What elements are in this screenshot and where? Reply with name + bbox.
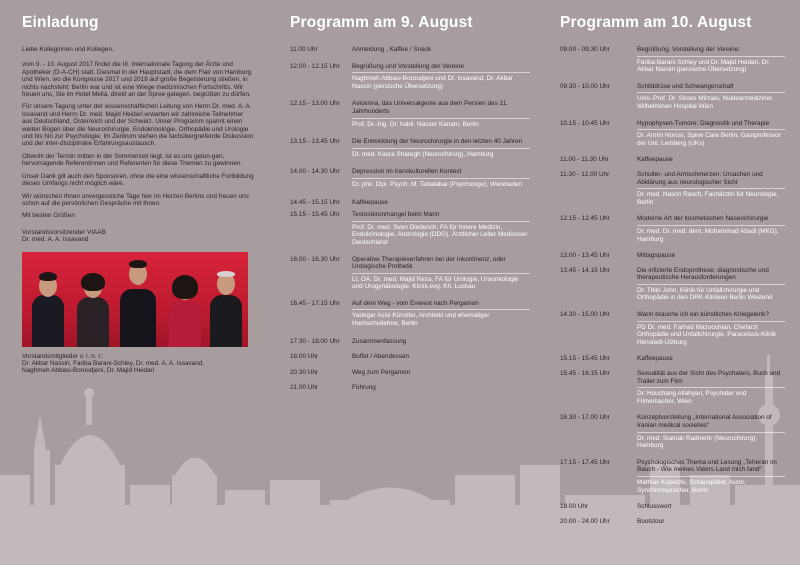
program-item	[290, 353, 530, 361]
separator	[637, 321, 785, 322]
program-day1-column	[290, 0, 530, 400]
separator	[352, 273, 530, 274]
program-item-title: Sexualität aus der Sicht des Psychaters, Buch und Trailer zum Film	[637, 370, 781, 385]
program-item-title: Weg zum Pergamon	[352, 368, 411, 376]
program-item-desc	[352, 211, 530, 246]
program-item	[290, 300, 530, 328]
separator	[637, 284, 785, 285]
paragraph: Wir wünschen Ihnen unvergessliche Tage hier im Herzen Berlins und freuen uns schon auf die persönlichen Gespräche mit Ihnen.	[22, 192, 249, 207]
program-item-time: 11.30 - 12.00 Uhr	[560, 170, 610, 178]
program-item-title: Schilddrüse und Schwangerschaft	[637, 82, 734, 90]
program-item-title: Anmeldung , Kaffee / Snack	[352, 46, 432, 53]
caption-line: Naghmeh Abbasi-Boroudjeni, Dr. Majid Heidari	[22, 367, 155, 375]
program-item	[560, 370, 785, 405]
program-item-time: 13.15 - 13.45 Uhr	[290, 138, 340, 146]
program-item-desc	[352, 384, 530, 392]
separator	[352, 178, 530, 179]
program-item-desc	[352, 256, 530, 291]
program-item-speaker: Dr. phil. Dipl. Psych. M. Tabatabai (Psychologe), Wiesbaden	[352, 180, 523, 188]
program-item-time: 17.30 - 18.00 Uhr	[290, 337, 340, 345]
separator	[352, 118, 530, 119]
program-item-time: 13.00 - 13.45 Uhr	[560, 252, 610, 260]
program-item-speaker: Lt. OA. Dr. med. Majid Reza, FA für Urologie, Uroonkologie und Urogynäkologie, Klinik,evg. Kh. Luckau	[352, 275, 519, 291]
program-item	[560, 267, 785, 302]
program-item	[290, 46, 530, 54]
program-item	[290, 211, 530, 246]
program-item-title: Hypophysen-Tumore: Diagnostik und Therapie	[637, 119, 770, 127]
program-item-time: 14.00 - 14.30 Uhr	[290, 168, 340, 176]
program-item	[560, 503, 785, 511]
program-item-title: Testosteronmangel beim Mann	[352, 211, 440, 219]
separator	[637, 56, 785, 57]
program-item-time: 15.15 - 15.45 Uhr	[560, 355, 610, 363]
program-item-desc	[352, 199, 530, 207]
program-item	[290, 100, 530, 128]
program-item-time: 15.45 - 16.15 Uhr	[560, 370, 610, 378]
program-item-time: 10.15 - 10.45 Uhr	[560, 119, 610, 127]
program-item-time: 16.30 - 17.00 Uhr	[560, 414, 610, 422]
program-item-time: 11.00 - 11.30 Uhr	[560, 156, 609, 164]
program-item	[290, 199, 530, 207]
program-item-desc	[352, 338, 530, 346]
invitation-column	[22, 0, 254, 375]
paragraph: Für unsere Tagung unter der wissenschaftlichen Leitung von Herrn Dr. med. A. A. Issavand und Herrn Dr. med. Majid Heidari erwarten wir zahlreiche Teilnehmer aus Deutschland, Österreich und der Schweiz. Unser Programm spannt einen weiten Bogen über die Neurochirurgie, Endokrinologie, Orthopädie und Urologie und bis hin zur Psychologie. Im Zentrum stehen die fachübergreifende Diskussion und der inter-disziplinäre Erfahrungsaustausch.	[22, 103, 254, 148]
program-item-desc	[352, 46, 530, 54]
separator	[352, 309, 530, 310]
photo-caption	[22, 353, 254, 375]
program-item-title: Schlusswort	[637, 503, 672, 511]
program-item-title: Bootstour	[637, 517, 665, 525]
invitation-title: Einladung	[22, 14, 99, 31]
program-item-desc	[637, 267, 785, 302]
program-item-desc	[637, 46, 785, 74]
program-day2-title: Programm am 10. August	[560, 14, 752, 31]
program-item-title: Wann brauche ich ein künstliches Kniegelenk?	[637, 311, 769, 319]
program-item-time: 09.00 - 09.30 Uhr	[560, 46, 610, 53]
separator	[637, 225, 785, 226]
program-item-title: Mittagspause	[637, 252, 676, 260]
program-item-speaker: Dr. Thilo John, Klinik für Unfallchirurgie und Orthopädie in den DRK-Kliniken Berlin Westend	[637, 286, 773, 302]
program-item-time: 14.45 - 15.15 Uhr	[290, 198, 340, 206]
program-item-time: 12.15 - 13.00 Uhr	[290, 100, 340, 108]
program-item	[560, 252, 785, 260]
program-item-time: 11.00 Uhr	[290, 46, 318, 53]
program-item-title: Auf dem Weg - vom Everest nach Pergamon	[352, 299, 479, 307]
program-item-speaker: Dr. Armin Norusi, Spine Care Berlin, Gastprofessor der Uni. Lemberg (UKs)	[637, 132, 781, 147]
program-item-title: Begrüßung und Vorstellung der Vereine	[352, 62, 464, 70]
program-item	[560, 156, 785, 164]
program-item	[290, 256, 530, 291]
program-item-time: 16.45 - 17.15 Uhr	[290, 299, 340, 307]
program-item-speaker: Dr. med. Siamak Radmehr (Neurochirurg), Hamburg	[637, 434, 758, 450]
program-item-title: Die Entwicklung der Neurochirurgie in den letzten 40 Jahren	[352, 138, 523, 146]
program-item-speaker: Univ.-Prof. Dr. Siroos Mirzaei, Nuklearmediziner, Wilhelminen Hospital Wien	[637, 95, 774, 110]
program-item-title: Psychologisches Thema und Lesung „Teheran im Bauch - Wie meines Vaters Land mich fand“	[637, 458, 777, 474]
program-item-time: 20.00 - 24.00 Uhr	[560, 517, 610, 525]
program-day1-title: Programm am 9. August	[290, 14, 473, 31]
caption-line: Vorstandsmitglieder v. l. n. r.:	[22, 352, 104, 360]
signature-name: Dr. med. A. A. Issavand	[22, 236, 89, 244]
separator	[352, 148, 530, 149]
program-item-speaker: Yadegar Asisi Künstler, Architekt und ehemaliger Hochschullehrer, Berlin	[352, 312, 490, 328]
program-item-speaker: Naghmeh Abbasi-Boroudjeni und Dr. Issavand, Dr. Akbar Nassiri (persische Übersetzung)	[352, 75, 513, 90]
program-item-desc	[637, 370, 785, 405]
program-day2-list	[560, 46, 785, 525]
closing: Mit besten Grüßen	[22, 212, 75, 220]
program-item-title: Konzeptvorstellung „International Association of Iranian medical societies“	[637, 414, 772, 429]
program-item-speaker: PD Dr. med. Farhad Mazoochian, Chefarzt Orthopädie und Unfallchirurgie, Paracelsus-Klinik Henstedt-Ulzburg	[637, 323, 777, 346]
program-day1-list	[290, 46, 530, 392]
program-item-desc	[352, 138, 530, 158]
program-item-title: Begrüßung, Vorstellung der Vereine:	[637, 46, 741, 53]
program-item-time: 18.00 Uhr	[290, 353, 319, 361]
program-item-speaker: Dr. med. Nasrin Rasch, Fachärztin für Neurologie, Berlin	[637, 191, 779, 206]
program-item-title: Zusammenfassung	[352, 337, 407, 345]
program-item-time: 12.15 - 12.45 Uhr	[560, 215, 610, 223]
program-item	[560, 355, 785, 363]
program-item-speaker: Mathias Kopetzki, Schauspieler, Autor, Synchronsprecher, Berlin	[637, 478, 746, 494]
program-item-title: Buffet / Abendessen	[352, 353, 410, 361]
program-item-title: Kaffeepause	[637, 156, 673, 164]
program-item-desc	[637, 311, 785, 346]
program-item	[290, 63, 530, 91]
program-item	[560, 171, 785, 206]
separator	[637, 476, 785, 477]
program-item-desc	[637, 503, 785, 511]
program-item-desc	[352, 353, 530, 361]
caption-line: Dr. Akbar Nassiri, Fariba Barani-Schley, Dr. med. A. A. Issavand,	[22, 359, 205, 367]
separator	[637, 387, 785, 388]
program-item	[290, 138, 530, 158]
program-item	[560, 518, 785, 526]
program-item-speaker: Dr. Houchang Allahyari, Psychater und Filmemacher, Wien	[637, 390, 747, 405]
separator	[637, 129, 785, 130]
program-item-title: Schulter- und Armschmerzen: Ursachen und Abklärung aus neurologischer Sicht	[637, 170, 763, 186]
program-item-desc	[637, 120, 785, 148]
program-item-desc	[352, 100, 530, 128]
program-item-title: Kaffeepause	[637, 355, 673, 363]
program-item-title: Kaffeepause	[352, 198, 388, 206]
board-members-photo	[22, 252, 248, 347]
program-item-desc	[637, 355, 785, 363]
invitation-text	[22, 46, 254, 244]
program-item-speaker: Prof. Dr.-Ing. Dr. habil. Nasser Kanani, Berlin	[352, 120, 479, 128]
program-item-title: Operative Therapieverfahren bei der Inkontinenz, oder Urologische Prothetik	[352, 255, 506, 271]
program-item	[290, 384, 530, 392]
program-item-time: 20.30 Uhr	[290, 368, 319, 376]
program-item	[560, 311, 785, 346]
signature-role: Vorstandsvorsitzender VIAAB	[22, 228, 106, 236]
program-item	[290, 168, 530, 188]
program-item-time: 18.00 Uhr	[560, 503, 589, 511]
paragraph: vom 9. - 10. August 2017 findet die III. Internationale Tagung der Ärzte und Apotheker (D-A-CH) statt. Diesmal in der Hauptstadt, die dem Flair von Hamburg und Wien, wo die Kongresse 2017 und 2018 auf große Begeisterung stießen, in nichts nachsteht: Berlin war und ist eine Wiege medizinischen Fortschritts. Wir freuen uns, Sie im Hotel Meliá, direkt an der Spree gelegen, begrüßen zu dürfen.	[22, 61, 252, 99]
program-item-desc	[637, 518, 785, 526]
program-item-desc	[637, 83, 785, 111]
program-item-time: 17.15 - 17.45 Uhr	[560, 458, 610, 466]
program-item-desc	[352, 369, 530, 377]
program-item-desc	[352, 168, 530, 188]
program-item-speaker: Dr. med. Kasra Sharegh (Neurochirurg), Hamburg	[352, 150, 494, 158]
program-item-time: 21.00 Uhr	[290, 384, 319, 392]
separator	[352, 221, 530, 222]
program-item	[560, 215, 785, 243]
program-item-desc	[637, 414, 785, 449]
program-item	[290, 369, 530, 377]
program-item-speaker: Dr. med. Dr. med. dent. Mohammad Abadi (MKG), Hamburg	[637, 227, 779, 243]
paragraph: Unser Dank gilt auch den Sponsoren, ohne die eine wissenschaftliche Fortbildung dieses Umfangs nicht möglich wäre.	[22, 172, 254, 188]
program-item-desc	[637, 252, 785, 260]
separator	[637, 432, 785, 433]
program-item	[560, 459, 785, 494]
program-item-speaker: Fariba Barani-Schley und Dr. Majid Heidari, Dr. Akbar Nassiri (persische Übersetzung)	[637, 58, 770, 74]
program-item-time: 12.00 - 12.15 Uhr	[290, 62, 340, 70]
separator	[637, 188, 785, 189]
program-item-desc	[352, 300, 530, 328]
separator	[637, 92, 785, 93]
program-item	[560, 46, 785, 74]
greeting: Liebe Kolleginnen und Kollegen,	[22, 46, 114, 53]
program-item-time: 15.15 - 15.45 Uhr	[290, 211, 340, 219]
program-item-title: Die infizierte Endoprothese: diagnostische und therapeutische Herausforderungen	[637, 266, 769, 282]
program-item-desc	[352, 63, 530, 91]
program-item-title: Führung	[352, 384, 376, 392]
program-item-time: 14.30 - 15.00 Uhr	[560, 311, 610, 319]
program-item	[290, 338, 530, 346]
program-item-desc	[637, 171, 785, 206]
program-item-time: 16.00 - 16.30 Uhr	[290, 255, 340, 263]
program-item-desc	[637, 215, 785, 243]
paragraph: Obwohl der Termin mitten in der Sommerzeit liegt, ist es uns gelun-gen, hervorragende Referentinnen und Referenten für diese Themen zu gewinnen.	[22, 152, 243, 168]
program-day2-column	[560, 0, 785, 525]
program-item-desc	[637, 156, 785, 164]
program-item	[560, 120, 785, 148]
program-item-title: Moderne Art der kosmetischen Nasenchirurgie	[637, 215, 769, 223]
program-item-desc	[637, 459, 785, 494]
program-item	[560, 83, 785, 111]
program-item-title: Avicenna, das Universalgenie aus dem Persien des 11. Jahrhunderts	[352, 100, 509, 115]
program-item-time: 13.45 - 14.15 Uhr	[560, 266, 610, 274]
program-item-title: Depression im transkulturellen Kontext	[352, 168, 462, 176]
program-item-time: 09.30 - 10.00 Uhr	[560, 82, 610, 90]
program-item-speaker: Prof. Dr. med. Sven Diederich, FA für Innere Medizin, Endokrinologie, Andrologie (DDG), Ärztlicher Leiter Medicover Deutschland	[352, 223, 528, 246]
separator	[352, 72, 530, 73]
program-item	[560, 414, 785, 449]
